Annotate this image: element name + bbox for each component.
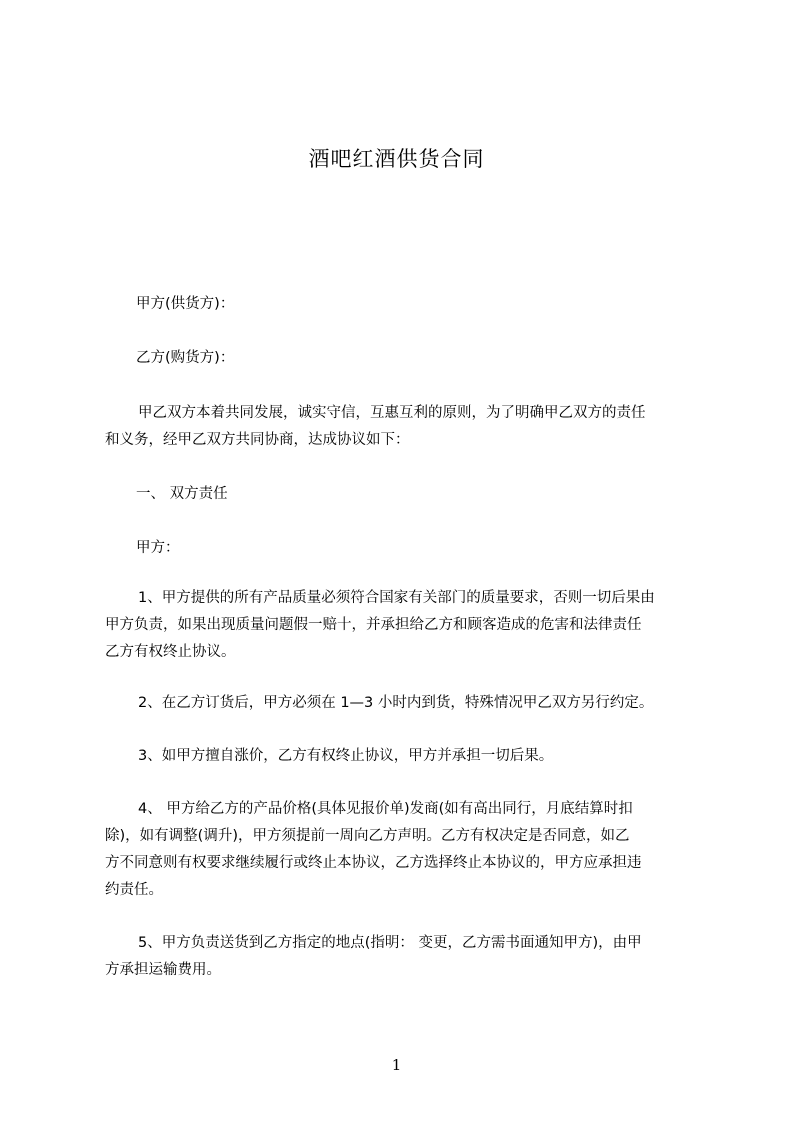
party-a-line: 甲方(供货方)： xyxy=(136,296,235,312)
intro-line-1: 甲乙双方本着共同发展，诚实守信，互惠互利的原则，为了明确甲乙双方的责任 xyxy=(138,405,646,421)
clause-4-line-3: 方不同意则有权要求继续履行或终止本协议，乙方选择终止本协议的，甲方应承担违 xyxy=(105,855,642,871)
page-number: 1 xyxy=(391,1056,402,1074)
clause-5-line-1: 5、甲方负责送货到乙方指定的地点(指明： 变更，乙方需书面通知甲方)，由甲 xyxy=(138,935,642,951)
section-heading: 一、 双方责任 xyxy=(136,486,228,502)
clause-4-line-4: 约责任。 xyxy=(105,882,163,898)
party-b-line: 乙方(购货方)： xyxy=(136,350,235,366)
clause-1-line-3: 乙方有权终止协议。 xyxy=(105,644,236,660)
party-a-label: 甲方： xyxy=(136,540,180,556)
intro-line-2: 和义务，经甲乙双方共同协商，达成协议如下： xyxy=(105,432,410,448)
clause-1-line-1: 1、甲方提供的所有产品质量必须符合国家有关部门的质量要求，否则一切后果由 xyxy=(138,590,655,606)
clause-4-line-1: 4、 甲方给乙方的产品价格(具体见报价单)发商(如有高出同行，月底结算时扣 xyxy=(138,801,633,817)
clause-4-line-2: 除)，如有调整(调升)，甲方须提前一周向乙方声明。乙方有权决定是否同意，如乙 xyxy=(105,828,630,844)
clause-2-line-1: 2、在乙方订货后，甲方必须在 1—3 小时内到货，特殊情况甲乙双方另行约定。 xyxy=(138,695,654,711)
clause-1-line-2: 甲方负责，如果出现质量问题假一赔十，并承担给乙方和顾客造成的危害和法律责任 xyxy=(105,617,642,633)
clause-3-line-1: 3、如甲方擅自涨价，乙方有权终止协议，甲方并承担一切后果。 xyxy=(138,748,554,764)
clause-5-line-2: 方承担运输费用。 xyxy=(105,962,221,978)
document-title: 酒吧红酒供货合同 xyxy=(308,147,485,171)
